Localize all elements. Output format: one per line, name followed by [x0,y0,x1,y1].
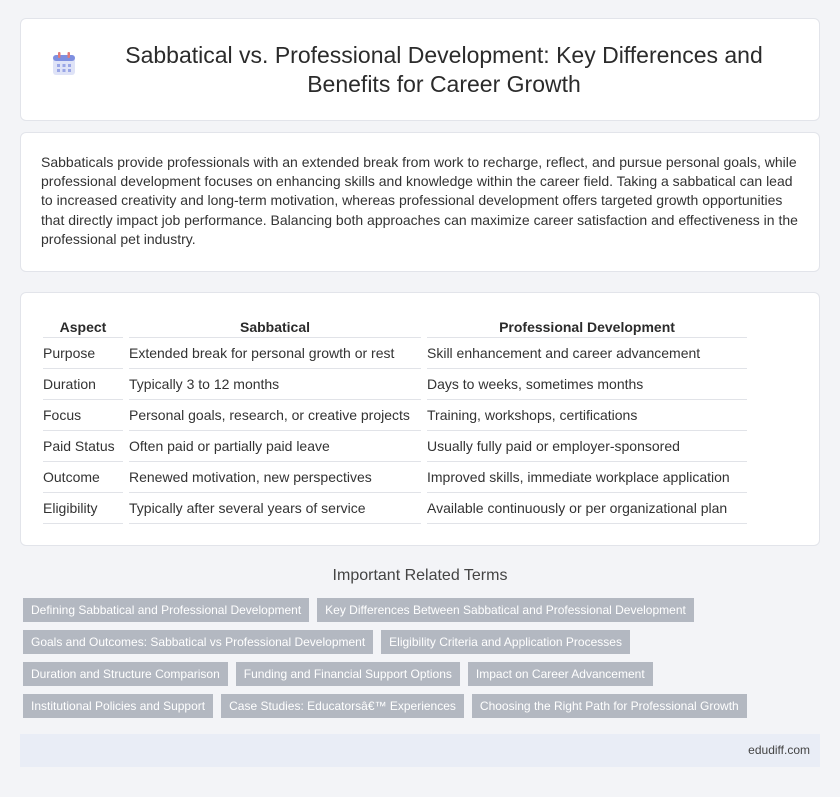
table-header-row [43,315,747,338]
tag-row [23,630,823,654]
page-title: Sabbatical vs. Professional Development: Key Differences and Benefits for Career Growth [125,41,763,97]
related-term-link[interactable]: Goals and Outcomes: Sabbatical vs Professional Development [23,630,373,654]
related-term-link[interactable]: Case Studies: Educatorsâ€™ Experiences [221,694,464,718]
table-row [43,493,747,524]
header-sabbatical: Sabbatical [129,315,421,338]
header-aspect: Aspect [43,315,123,338]
related-term-link[interactable]: Impact on Career Advancement [468,662,653,686]
row-sabbatical: Personal goals, research, or creative projects [129,400,421,431]
related-term-link[interactable]: Institutional Policies and Support [23,694,213,718]
row-professional-development: Skill enhancement and career advancement [427,338,747,369]
intro-paragraph: Sabbaticals provide professionals with an extended break from work to recharge, reflect, and pursue personal goals, while professional development focuses on enhancing skills and knowledge within the career field. Taking a sabbatical can lead to increased creativity and long-term motivation, whereas professional development offers targeted growth opportunities that directly impact job performance. Balancing both approaches can maximize career satisfaction and effectiveness in the professional pet industry. [41,154,798,247]
row-aspect: Focus [43,400,123,431]
table-row [43,400,747,431]
calendar-icon [51,51,77,77]
related-term-link[interactable]: Duration and Structure Comparison [23,662,228,686]
row-sabbatical: Typically 3 to 12 months [129,369,421,400]
footer [20,734,820,767]
related-term-link[interactable]: Funding and Financial Support Options [236,662,460,686]
table-row [43,462,747,493]
row-professional-development: Usually fully paid or employer-sponsored [427,431,747,462]
row-aspect: Paid Status [43,431,123,462]
header-card [20,18,820,121]
row-sabbatical: Renewed motivation, new perspectives [129,462,421,493]
related-term-link[interactable]: Key Differences Between Sabbatical and Professional Development [317,598,694,622]
row-professional-development: Available continuously or per organizational plan [427,493,747,524]
row-sabbatical: Often paid or partially paid leave [129,431,421,462]
tag-row [23,598,823,622]
title-wrap [40,41,800,99]
comparison-table [37,315,753,524]
related-terms-title: Important Related Terms [332,567,508,584]
row-sabbatical: Typically after several years of service [129,493,421,524]
row-aspect: Eligibility [43,493,123,524]
row-sabbatical: Extended break for personal growth or rest [129,338,421,369]
related-term-link[interactable]: Choosing the Right Path for Professional Growth [472,694,747,718]
intro-card [20,132,820,272]
table-row [43,369,747,400]
header-professional-development: Professional Development [427,315,747,338]
row-aspect: Outcome [43,462,123,493]
related-terms-list [23,598,823,726]
related-term-link[interactable]: Defining Sabbatical and Professional Development [23,598,309,622]
table-row [43,338,747,369]
row-professional-development: Days to weeks, sometimes months [427,369,747,400]
row-aspect: Duration [43,369,123,400]
row-aspect: Purpose [43,338,123,369]
tag-row [23,694,823,718]
row-professional-development: Improved skills, immediate workplace application [427,462,747,493]
row-professional-development: Training, workshops, certifications [427,400,747,431]
comparison-table-card [20,292,820,546]
related-term-link[interactable]: Eligibility Criteria and Application Processes [381,630,630,654]
table-row [43,431,747,462]
footer-site-link[interactable]: edudiff.com [748,743,810,757]
tag-row [23,662,823,686]
